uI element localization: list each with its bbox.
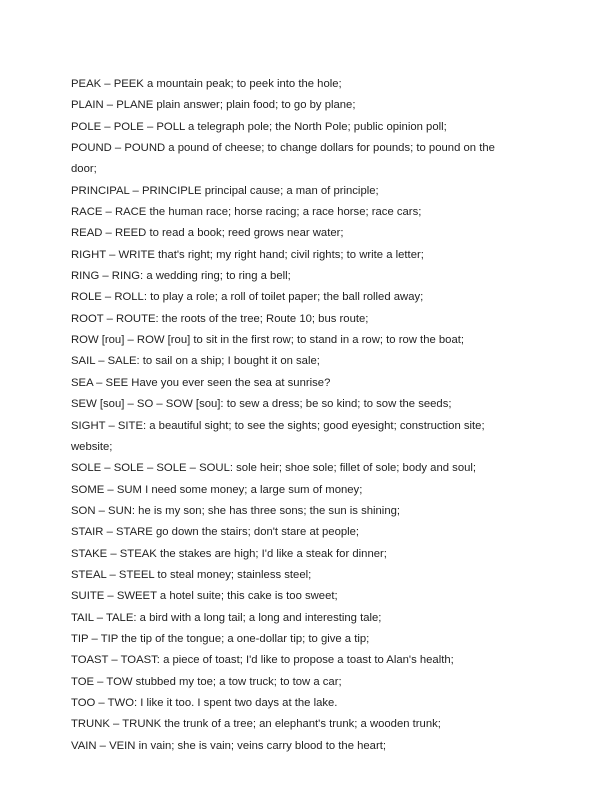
text-line: RIGHT – WRITE that's right; my right hand; civil rights; to write a letter; <box>71 248 424 261</box>
text-line: TIP – TIP the tip of the tongue; a one-dollar tip; to give a tip; <box>71 632 370 645</box>
text-line: TAIL – TALE: a bird with a long tail; a long and interesting tale; <box>71 611 382 624</box>
text-line: VAIN – VEIN in vain; she is vain; veins carry blood to the heart; <box>71 739 386 752</box>
text-line: RACE – RACE the human race; horse racing; a race horse; race cars; <box>71 206 422 219</box>
text-line: TOE – TOW stubbed my toe; a tow truck; to tow a car; <box>71 675 342 688</box>
text-line: STAIR – STARE go down the stairs; don't stare at people; <box>71 526 360 539</box>
text-line: ROLE – ROLL: to play a role; a roll of toilet paper; the ball rolled away; <box>71 291 424 304</box>
text-line: SIGHT – SITE: a beautiful sight; to see the sights; good eyesight; construction site; <box>71 419 485 432</box>
text-line: SON – SUN: he is my son; she has three sons; the sun is shining; <box>71 504 401 517</box>
text-line: POLE – POLE – POLL a telegraph pole; the North Pole; public opinion poll; <box>71 120 447 133</box>
text-line: SEW [sou] – SO – SOW [sou]: to sew a dress; be so kind; to sow the seeds; <box>71 398 452 411</box>
text-line: PRINCIPAL – PRINCIPLE principal cause; a man of principle; <box>71 184 379 197</box>
text-line: STEAL – STEEL to steal money; stainless steel; <box>71 568 312 581</box>
text-line: SUITE – SWEET a hotel suite; this cake is too sweet; <box>71 590 338 603</box>
text-line: ROW [rou] – ROW [rou] to sit in the first row; to stand in a row; to row the boat; <box>71 334 465 347</box>
text-line: ROOT – ROUTE: the roots of the tree; Route 10; bus route; <box>71 312 369 325</box>
text-line: PLAIN – PLANE plain answer; plain food; to go by plane; <box>71 99 356 112</box>
text-line: SOME – SUM I need some money; a large sum of money; <box>71 483 363 496</box>
text-line: SAIL – SALE: to sail on a ship; I bought it on sale; <box>71 355 320 368</box>
text-line: READ – REED to read a book; reed grows near water; <box>71 227 344 240</box>
text-line: TOO – TWO: I like it too. I spent two days at the lake. <box>71 696 338 709</box>
text-lines <box>71 74 571 757</box>
text-line: RING – RING: a wedding ring; to ring a bell; <box>71 270 291 283</box>
text-line: PEAK – PEEK a mountain peak; to peek into the hole; <box>71 78 342 90</box>
text-line: website; <box>71 440 113 453</box>
text-line: TOAST – TOAST: a piece of toast; I'd like to propose a toast to Alan's health; <box>71 654 454 667</box>
text-line: door; <box>71 163 97 176</box>
text-line: SEA – SEE Have you ever seen the sea at sunrise? <box>71 376 331 389</box>
text-line: SOLE – SOLE – SOLE – SOUL: sole heir; shoe sole; fillet of sole; body and soul; <box>71 462 477 475</box>
text-line: POUND – POUND a pound of cheese; to change dollars for pounds; to pound on the <box>71 142 495 155</box>
text-line: STAKE – STEAK the stakes are high; I'd like a steak for dinner; <box>71 547 387 560</box>
text-line: TRUNK – TRUNK the trunk of a tree; an elephant's trunk; a wooden trunk; <box>71 718 441 731</box>
